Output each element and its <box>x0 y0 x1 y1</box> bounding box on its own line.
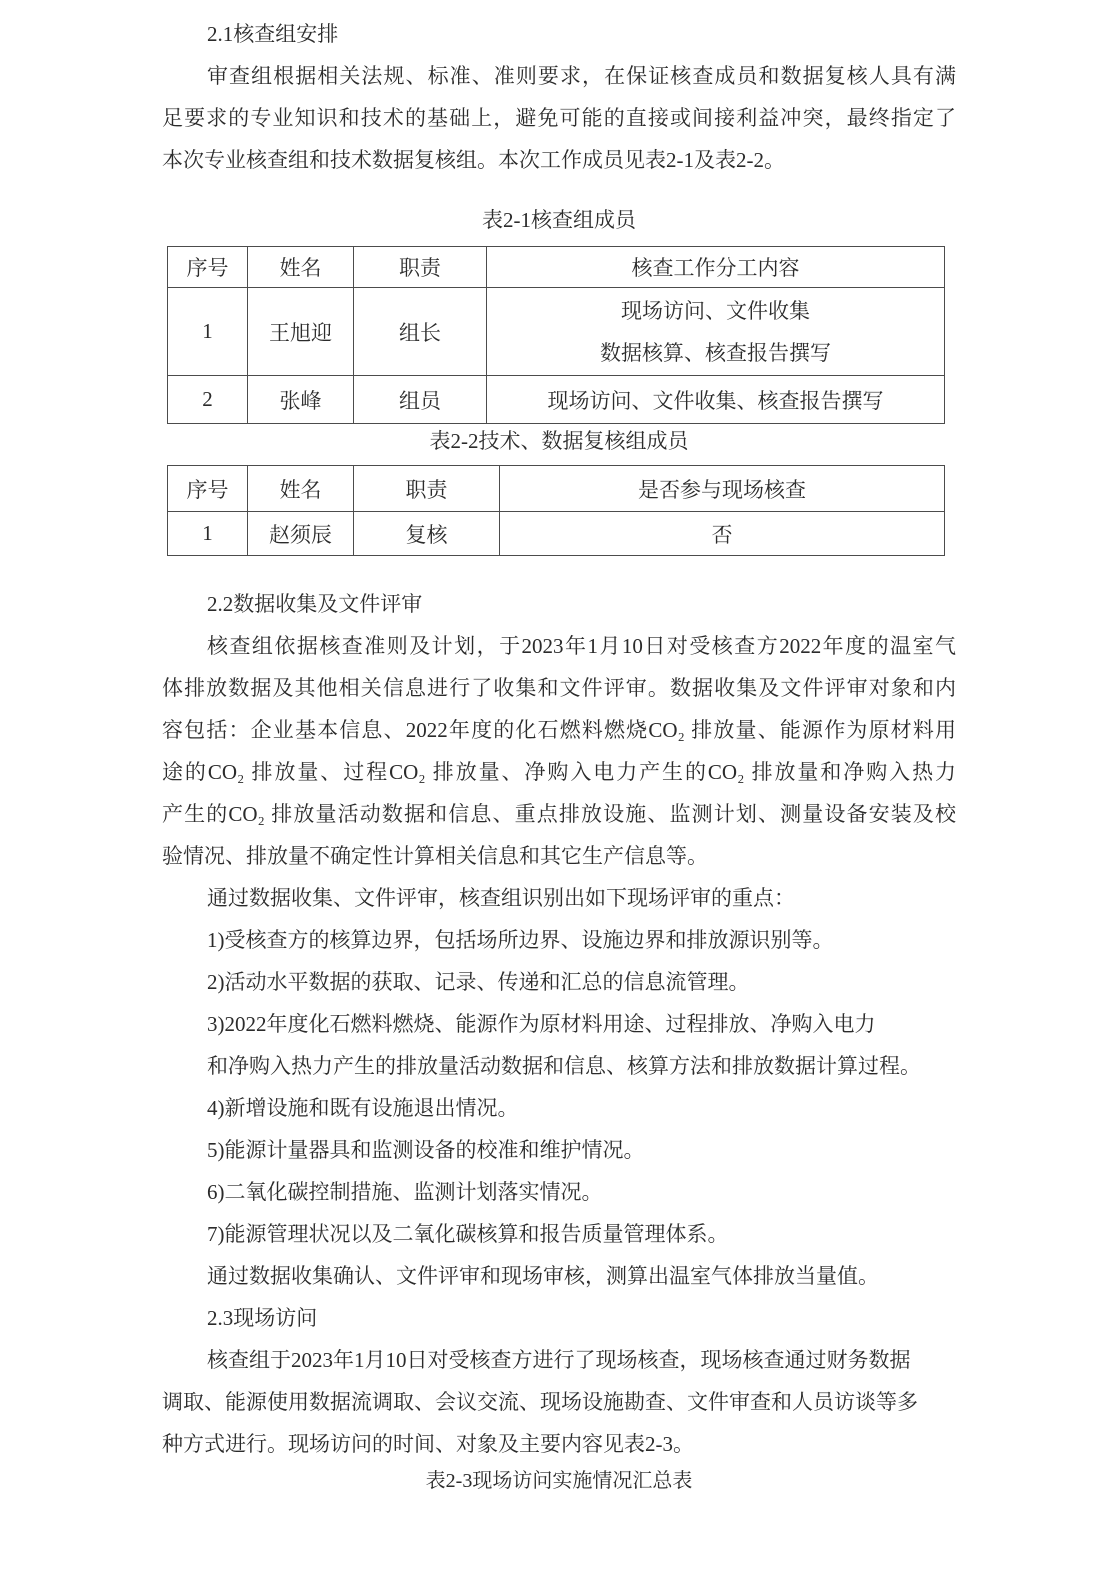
header-cell-role: 职责 <box>354 247 487 288</box>
table-row <box>168 288 945 376</box>
cell-no: 1 <box>168 288 248 376</box>
list-item-continuation: 和净购入热力产生的排放量活动数据和信息、核算方法和排放数据计算过程。 <box>207 1054 921 1078</box>
table-header-row <box>168 466 945 512</box>
section-2-2-heading: 2.2数据收集及文件评审 <box>207 592 423 616</box>
paragraph-line: 足要求的专业知识和技术的基础上，避免可能的直接或间接利益冲突，最终指定了 <box>162 106 956 130</box>
list-item: 3)2022年度化石燃料燃烧、能源作为原材料用途、过程排放、净购入电力 <box>207 1012 876 1036</box>
table-2-2-review-team <box>167 465 945 556</box>
section-2-1 <box>162 13 956 181</box>
header-cell-duty: 核查工作分工内容 <box>487 247 945 288</box>
closing-line: 通过数据收集确认、文件评审和现场审核，测算出温室气体排放当量值。 <box>207 1264 879 1288</box>
paragraph-line: 体排放数据及其他相关信息进行了收集和文件评审。数据收集及文件评审对象和内 <box>162 676 956 700</box>
header-cell-onsite: 是否参与现场核查 <box>500 466 945 512</box>
list-item: 2)活动水平数据的获取、记录、传递和汇总的信息流管理。 <box>207 970 750 994</box>
cell-duty: 现场访问、文件收集、核查报告撰写 <box>487 376 945 424</box>
focus-intro-line: 通过数据收集、文件评审，核查组识别出如下现场评审的重点： <box>207 886 795 910</box>
paragraph-line: 调取、能源使用数据流调取、会议交流、现场设施勘查、文件审查和人员访谈等多 <box>162 1390 918 1414</box>
table-row <box>168 512 945 556</box>
header-cell-name: 姓名 <box>248 466 354 512</box>
list-item: 7)能源管理状况以及二氧化碳核算和报告质量管理体系。 <box>207 1222 729 1246</box>
list-item: 4)新增设施和既有设施退出情况。 <box>207 1096 519 1120</box>
cell-no: 2 <box>168 376 248 424</box>
duty-line: 现场访问、文件收集 <box>621 298 810 323</box>
header-cell-no: 序号 <box>168 247 248 288</box>
header-cell-name: 姓名 <box>248 247 354 288</box>
section-2-1-heading: 2.1核查组安排 <box>207 22 339 46</box>
cell-duty <box>487 288 945 376</box>
table-2-3-caption: 表2-3现场访问实施情况汇总表 <box>425 1470 693 1492</box>
table-header-row <box>168 247 945 288</box>
paragraph-line: 核查组于2023年1月10日对受核查方进行了现场核查，现场核查通过财务数据 <box>207 1348 911 1372</box>
paragraph-line: 本次专业核查组和技术数据复核组。本次工作成员见表2-1及表2-2。 <box>162 148 785 172</box>
cell-name: 赵须辰 <box>248 512 354 556</box>
cell-name: 王旭迎 <box>248 288 354 376</box>
paragraph-line: 容包括：企业基本信息、2022年度的化石燃料燃烧CO₂ 排放量、能源作为原材料用 <box>162 718 956 742</box>
header-cell-no: 序号 <box>168 466 248 512</box>
cell-role: 组长 <box>354 288 487 376</box>
list-item: 1)受核查方的核算边界，包括场所边界、设施边界和排放源识别等。 <box>207 928 834 952</box>
paragraph-line: 核查组依据核查准则及计划，于2023年1月10日对受核查方2022年度的温室气 <box>207 634 956 658</box>
section-2-2 <box>162 583 956 1465</box>
duty-line: 数据核算、核查报告撰写 <box>600 340 831 365</box>
cell-role: 组员 <box>354 376 487 424</box>
list-item: 5)能源计量器具和监测设备的校准和维护情况。 <box>207 1138 645 1162</box>
list-item: 6)二氧化碳控制措施、监测计划落实情况。 <box>207 1180 603 1204</box>
cell-no: 1 <box>168 512 248 556</box>
paragraph-line: 途的CO₂ 排放量、过程CO₂ 排放量、净购入电力产生的CO₂ 排放量和净购入热力 <box>162 760 956 784</box>
paragraph-line: 验情况、排放量不确定性计算相关信息和其它生产信息等。 <box>162 844 708 868</box>
table-2-1-caption: 表2-1核查组成员 <box>482 208 636 232</box>
table-2-2-caption: 表2-2技术、数据复核组成员 <box>429 429 689 453</box>
paragraph-line: 产生的CO₂ 排放量活动数据和信息、重点排放设施、监测计划、测量设备安装及校 <box>162 802 956 826</box>
section-2-3-heading: 2.3现场访问 <box>207 1306 318 1330</box>
cell-role: 复核 <box>354 512 500 556</box>
cell-name: 张峰 <box>248 376 354 424</box>
table-2-1-verification-team <box>167 246 945 424</box>
cell-onsite: 否 <box>500 512 945 556</box>
paragraph-line: 种方式进行。现场访问的时间、对象及主要内容见表2-3。 <box>162 1432 694 1456</box>
table-row <box>168 376 945 424</box>
header-cell-role: 职责 <box>354 466 500 512</box>
paragraph-line: 审查组根据相关法规、标准、准则要求，在保证核查成员和数据复核人具有满 <box>207 64 956 88</box>
